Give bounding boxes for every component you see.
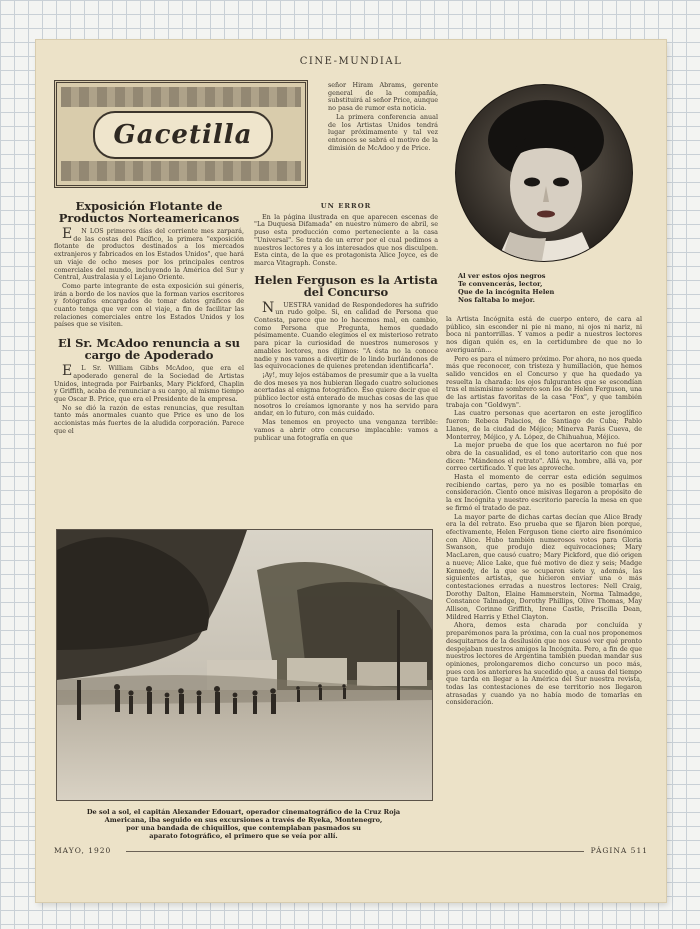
portrait-caption-line: Te convencerás, lector, — [458, 280, 543, 288]
portrait-caption-line: Al ver estos ojos negros — [458, 272, 546, 280]
article-paragraph: Mas tenemos en proyecto una venganza terrible: vamos a abrir otro concurso implacable: vamos a publicar una fotografía en que — [254, 418, 438, 442]
article-paragraph: Pero es para el número próximo. Por ahora, no nos queda más que reconocer, con tristeza y humillación, que hemos salido vencidos en el Concurso y que ha quedado ya resuelta la charada: los ojos fulgurantes que se escondían tras el mismísimo sombrero son los de Helen Ferguson, una de las artistas favoritas de la casa "Fox", y que también trabaja con "Goldwyn". — [446, 354, 642, 409]
column-2-top — [328, 82, 438, 153]
article-title: El Sr. McAdoo renuncia a su cargo de Apoderado — [57, 336, 241, 363]
article-paragraph: Hasta el momento de cerrar esta edición seguimos recibiendo cartas, pero ya no es posible tomarlas en consideración. Ciento once misivas llegaron a propósito de la ex Incógnita y nuestro escritorio parecía la mesa en que se firmó el tratado de paz. — [446, 473, 642, 512]
article-title: UN ERROR — [320, 202, 372, 210]
running-head: CINE-MUNDIAL — [299, 56, 403, 67]
logo-band-bottom — [61, 161, 301, 181]
magazine-page — [36, 40, 666, 902]
photo-caption — [56, 808, 431, 840]
gacetilla-logo — [54, 80, 308, 188]
article-title: Exposición Flotante de Productos Norteamericanos — [58, 199, 240, 225]
logo-text: Gacetilla — [113, 120, 253, 150]
logo-plate — [93, 111, 273, 159]
article-paragraph: Las cuatro personas que acertaron en este jeroglífico fueron: Rebeca Palacios, de Santiago de Cuba; Pablo Llanes, de la ciudad de Méjico; Minerva Parás Cueva, de Monterrey, Méjico, y A. López, de Chihuahua, Méjico. — [446, 409, 642, 441]
article-paragraph: EL Sr. William Gibbs McAdoo, que era el apoderado general de la Sociedad de Artistas Unidos, integrada por Fairbanks, Mary Pickford, Chaplin y Griffith, acaba de renunciar a su cargo, al mismo tiempo que Oscar B. Price, que era el Presidente de la empresa. — [54, 363, 244, 403]
column-2 — [254, 200, 438, 443]
photo-caption-line: aparato fotográfico, el primero que se veía por allí. — [149, 832, 338, 840]
street-scene-photo — [56, 529, 433, 801]
footer-rule — [126, 851, 584, 852]
logo-band-top — [61, 87, 301, 107]
page-number: PÁGINA 511 — [590, 846, 648, 855]
photo-caption-line: por una bandada de chiquillos, que contemplaban pasmados su — [126, 824, 361, 832]
portrait-caption-line: Que de la incógnita Helen — [458, 288, 555, 296]
article-paragraph: ¡Ay!, muy lejos estábamos de presumir que a la vuelta de dos meses ya nos hubieran llegado cuatro soluciones acertadas al enigma fotográfico. Eso quiere decir que el público lector está enterado de muchas cosas de las que nosotros lo creíamos ignorante y nos ha servido para andar, en lo futuro, con más cuidado. — [254, 370, 438, 418]
page-footer — [54, 846, 648, 858]
portrait-image — [450, 82, 638, 264]
portrait-caption — [458, 272, 638, 304]
article-paragraph: La mayor parte de dichas cartas decían que Alice Brady era la del retrato. Eso prueba que se fijaron bien porque, efectivamente, Helen Ferguson tiene cierto aire fisonómico con Alice. Hubo también numerosos votos para Gloria Swanson, que produjo diez equivocaciones; Mary MacLaren, que causó cuatro; Mary Pickford, que dió origen a nueve; Alice Lake, que fué motivo de diez y seis; Madge Kennedy, de la que se ocuparon siete y, además, las siguientes artistas, que hicieron enviar una o más contestaciones erradas a nuestros lectores: Nell Craig, Dorothy Dalton, Elaine Hammerstein, Norma Talmadge, Constance Talmadge, Dorothy Phillips, Olive Thomas, May Allison, Corinne Griffith, Irene Castle, Priscilla Dean, Mildred Harris y Ethel Clayton. — [446, 512, 642, 621]
issue-date: MAYO, 1920 — [54, 846, 112, 855]
article-paragraph: Como parte integrante de esta exposición sui géneris, irán a bordo de los navíos que la forman varios escritores y fotógrafos encargados de tomar datos gráficos de cuanto tenga que ver con el viaje, a fin de facilitar las relaciones comerciales entre los Estados Unidos y los países que se visiten. — [54, 281, 244, 329]
article-paragraph: No se dió la razón de estas renuncias, que resultan tanto más anormales cuanto que Price es uno de los accionistas más fuertes de la aludida corporación. Parece que el — [54, 403, 244, 435]
article-paragraph: NUESTRA vanidad de Respondedores ha sufrido un rudo golpe. Si, en calidad de Persona que Contesta, parece que no lo hacemos mal, en cambio, como Persona que Pregunta, hemos quedado pésimamente. Cuando elegimos el ex misterioso retrato para picar la curiosidad de nuestros numerosos y amables lectores, nos dijimos: "A ésta no la conoce nadie y nos vamos a divertir de lo lindo burlándonos de las equivocaciones de quienes pretendan identificarla". — [254, 299, 438, 371]
photo-caption-line: De sol a sol, el capitán Alexander Edouart, operador cinematográfico de la Cruz Roja — [86, 808, 401, 816]
photo-caption-line: Americana, iba seguido en sus excursiones a través de Ryeka, Montenegro, — [104, 816, 383, 824]
article-paragraph: En la página ilustrada en que aparecen escenas de "La Duquesa Difamada" en nuestro número de abril, se puso esta producción como perteneciente a la casa "Universal". Se trata de un error por el cual pedimos a nuestros lectores y a los interesados que nos disculpen. Esta cinta, de la que es protagonista Alice Joyce, es de marca Vitagraph. Conste. — [254, 212, 438, 267]
article-paragraph: la Artista Incógnita está de cuerpo entero, de cara al público, sin esconder ni pie ni mano, ni ojos ni nariz, ni boca ni pantorrillas. Y vamos a pedir a nuestros lectores nos digan quién es, en la certidumbre de que no lo averiguarán... — [446, 315, 642, 354]
article-title: Helen Ferguson es la Artista del Concurso — [254, 272, 438, 299]
article-paragraph: La primera conferencia anual de los Artistas Unidos tendrá lugar próximamente y tal vez entonces se sabrá el motivo de la dimisión de McAdoo y de Price. — [328, 112, 438, 152]
article-paragraph: La mejor prueba de que los que acertaron no fué por obra de la casualidad, es el tono autoritario con que nos dicen: "Mándenos el retrato". Allá va, hombre, allá va, por correo certificado. Y que les aproveche. — [446, 441, 642, 473]
column-3 — [446, 316, 642, 708]
portrait-caption-line: Nos faltaba lo mejor. — [458, 296, 535, 304]
helen-ferguson-portrait — [450, 82, 638, 264]
article-paragraph: Ahora, demos esta charada por concluída y preparémonos para la próxima, con la cual nos proponemos desquitarnos de la desilusión que nos causó ver qué pronto despejaban nuestros amigos la Incógnita. Pero, a fin de que nuestros lectores de Argentina también puedan mandar sus opiniones, prolongaremos dicho concurso un poco más, pues con los anteriores ha sucedido que, a causa del tiempo que tarda en llegar a la América del Sur nuestra revista, todas las contestaciones de ese territorio nos llegaron atrasadas y cuando ya no había modo de tomarlas en consideración. — [446, 621, 642, 707]
article-paragraph: señor Hiram Abrams, gerente general de la compañía, substituirá al señor Price, aunque no pasa de rumor esta noticia. — [328, 81, 438, 113]
photo-image — [57, 530, 432, 800]
column-1 — [54, 198, 244, 436]
article-paragraph: EN LOS primeros días del corriente mes zarpará, de las costas del Pacífico, la primera "exposición flotante de productos destinados a los mercados extranjeros y fabricados en los Estados Unidos", que hará un viaje de ocho meses por los principales centros comerciales del mundo, incluyendo la América del Sur y Central, Australasia y el Lejano Oriente. — [54, 226, 244, 282]
